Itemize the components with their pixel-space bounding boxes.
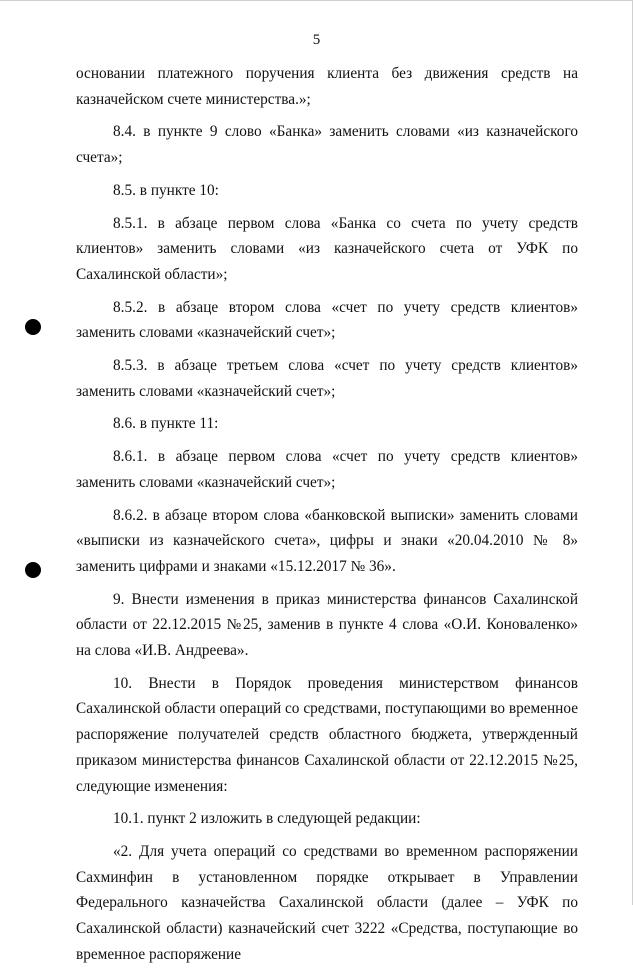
paragraph: 8.5. в пункте 10: xyxy=(113,181,219,199)
paragraph: «2. Для учета операций со средствами во временном распоряжении Сахминфин в установленном порядке открывает в Управлении Федерального казначейства Сахалинской области (далее – УФК по Сахалинской области) казначейский счет 3222 «Средства, поступающие во временное распоряжение xyxy=(76,842,578,963)
paragraph: 8.4. в пункте 9 слово «Банка» заменить словами «из казначейского счета»; xyxy=(76,123,578,167)
paragraph: 9. Внести изменения в приказ министерства финансов Сахалинской области от 22.12.2015 №25, заменив в пункте 4 слова «О.И. Коноваленко» на слова «И.В. Андреева». xyxy=(76,590,578,660)
paragraph: 8.6.2. в абзаце втором слова «банковской выписки» заменить словами «выписки из казначейского счета», цифры и знаки «20.04.2010 № 8» заменить цифрами и знаками «15.12.2017 № 36». xyxy=(76,506,578,575)
paragraph: 8.5.2. в абзаце втором слова «счет по учету средств клиентов» заменить словами «казначейский счет»; xyxy=(76,298,578,342)
paragraph: 10.1. пункт 2 изложить в следующей редакции: xyxy=(113,810,421,828)
paragraph: 8.6. в пункте 11: xyxy=(113,415,219,433)
paragraph: 8.5.1. в абзаце первом слова «Банка со счета по учету средств клиентов» заменить словами «из казначейского счета от УФК по Сахалинской области»; xyxy=(76,214,578,283)
page-number: 5 xyxy=(312,32,321,48)
scan-edge-top xyxy=(0,0,633,1)
paragraph: основании платежного поручения клиента без движения средств на казначейском счете министерства.»; xyxy=(76,65,578,108)
paragraph: 8.6.1. в абзаце первом слова «счет по учету средств клиентов» заменить словами «казначейский счет»; xyxy=(76,448,578,491)
document-body xyxy=(76,61,578,968)
binder-hole-mark xyxy=(25,562,41,578)
paragraph: 10. Внести в Порядок проведения министерством финансов Сахалинской области операций со средствами, поступающими во временное распоряжение получателей средств областного бюджета, утвержденный приказом министерства финансов Сахалинской области от 22.12.2015 №25, следующие изменения: xyxy=(76,674,578,795)
paragraph: 8.5.3. в абзаце третьем слова «счет по учету средств клиентов» заменить словами «казначейский счет»; xyxy=(76,357,578,400)
binder-hole-mark xyxy=(25,319,41,335)
